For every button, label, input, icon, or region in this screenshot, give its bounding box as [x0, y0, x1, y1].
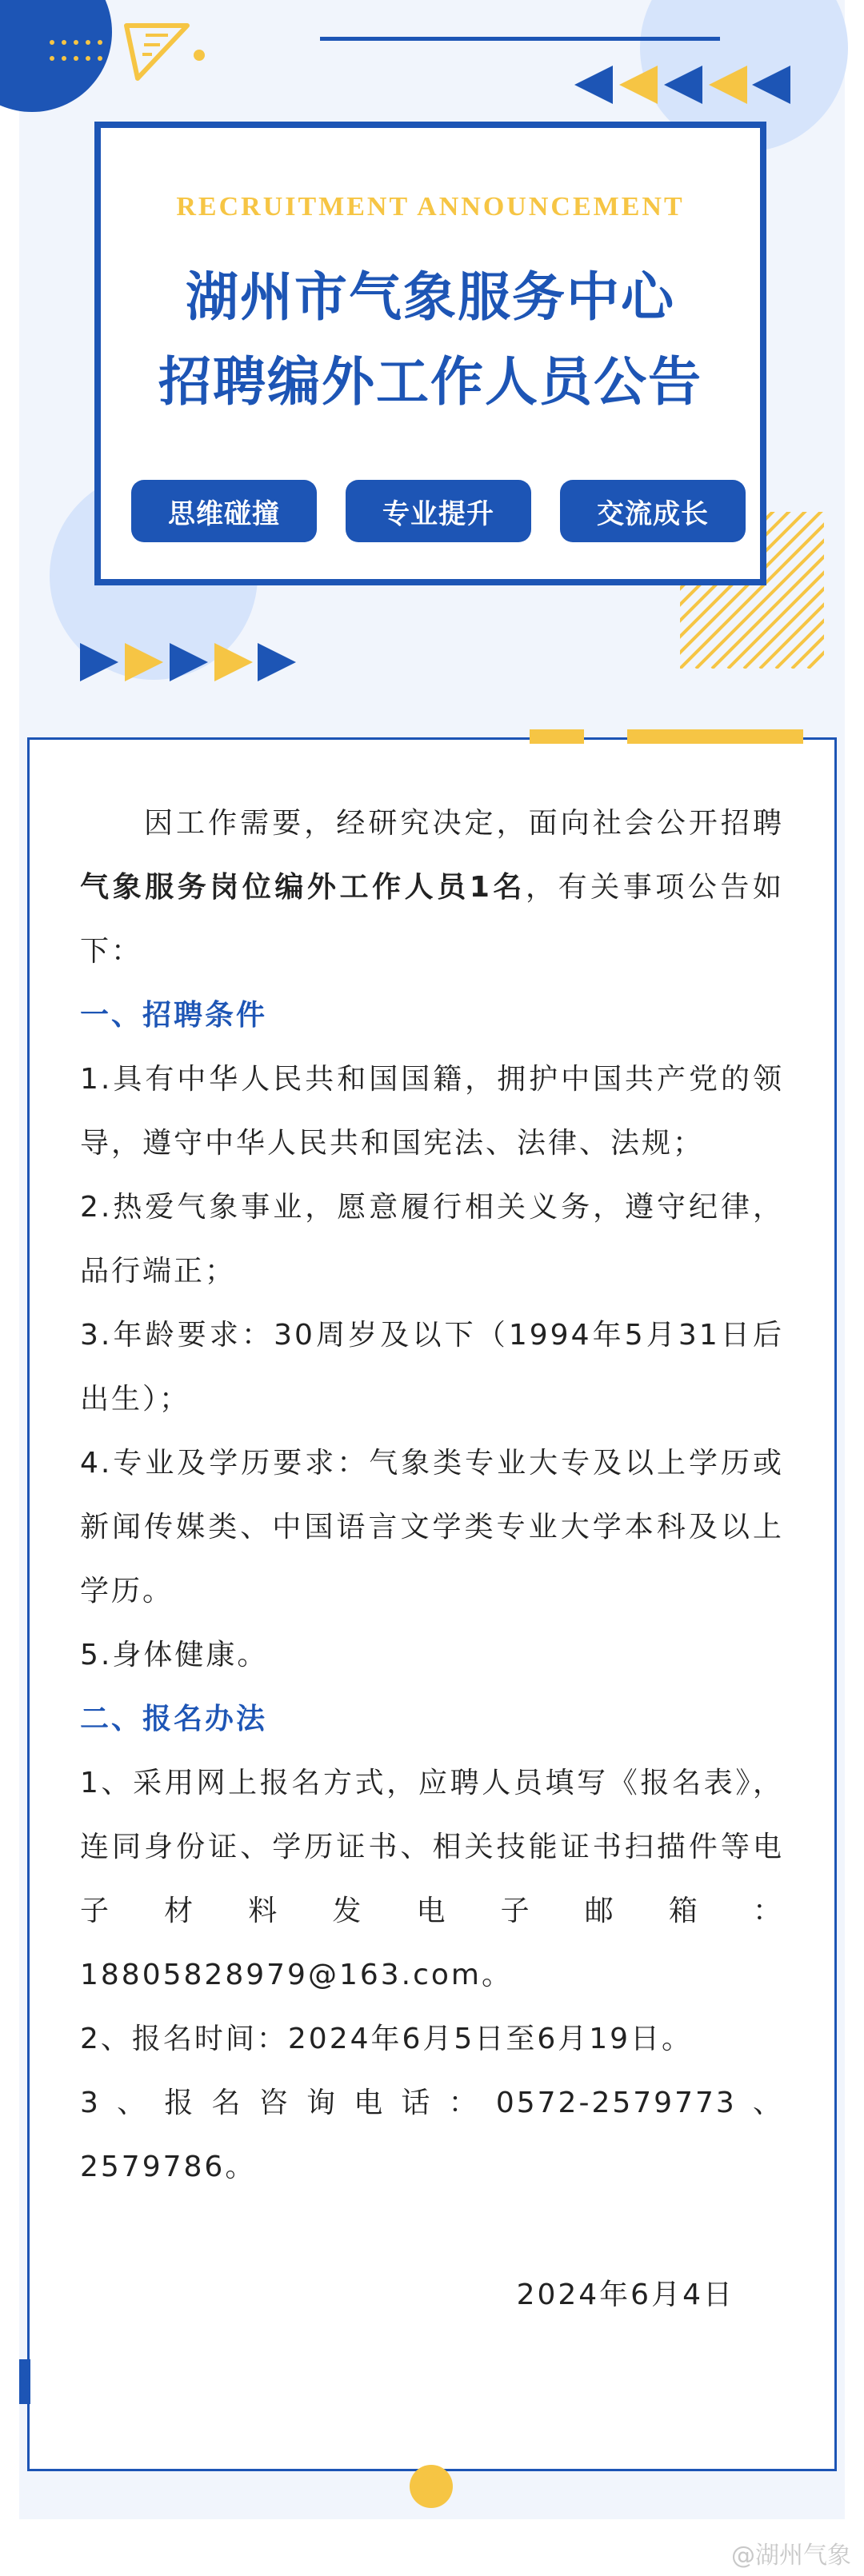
- page-title-line1: 湖州市气象服务中心: [186, 266, 675, 328]
- position-highlight: 气象服务岗位编外工作人员1名: [80, 871, 526, 904]
- section-title-conditions: 一、招聘条件: [80, 999, 268, 1032]
- decor-bar-top-2: [627, 729, 803, 744]
- header-panel: [94, 122, 766, 585]
- method-item: 2、报名时间：2024年6月5日至6月19日。: [80, 2023, 694, 2055]
- tag-brainstorm: 思维碰撞: [131, 480, 317, 542]
- subtitle-en: RECRUITMENT ANNOUNCEMENT: [176, 192, 685, 222]
- announcement-body: [80, 792, 784, 2327]
- tag-professional: 专业提升: [346, 480, 531, 542]
- decor-bar-left: [19, 2359, 30, 2404]
- method-item: 1、采用网上报名方式，应聘人员填写《报名表》，连同身份证、学历证书、相关技能证书扫描件等电子材料发电子邮箱：18805828979@163.com。: [80, 1767, 784, 1991]
- page-title-line2: 招聘编外工作人员公告: [158, 351, 702, 413]
- decor-dot-top: [194, 50, 205, 61]
- condition-item: 3.年龄要求：30周岁及以下（1994年5月31日后出生）；: [80, 1319, 784, 1416]
- announcement-date: 2024年6月4日: [516, 2278, 734, 2311]
- decor-circle-bottom: [410, 2465, 453, 2508]
- section-title-methods: 二、报名办法: [80, 1703, 268, 1735]
- decor-line-top: [320, 37, 720, 41]
- decor-bar-top-1: [530, 729, 584, 744]
- method-item: 3、报名咨询电话：0572-2579773、2579786。: [80, 2087, 784, 2183]
- tag-growth: 交流成长: [560, 480, 746, 542]
- arrows-right-icon: [80, 640, 296, 685]
- intro-paragraph: 因工作需要，经研究决定，面向社会公开招聘气象服务岗位编外工作人员1名，有关事项公告如下：: [80, 807, 784, 968]
- condition-item: 1.具有中华人民共和国国籍，拥护中国共产党的领导，遵守中华人民共和国宪法、法律、法规；: [80, 1063, 784, 1160]
- arrows-left-icon: [574, 62, 790, 107]
- condition-item: 5.身体健康。: [80, 1639, 269, 1671]
- condition-item: 2.热爱气象事业，愿意履行相关义务，遵守纪律，品行端正；: [80, 1191, 784, 1288]
- condition-item: 4.专业及学历要求：气象类专业大专及以上学历或新闻传媒类、中国语言文学类专业大学本科及以上学历。: [80, 1447, 784, 1608]
- triangle-hatch-icon: [122, 21, 194, 85]
- tag-row: [131, 480, 746, 542]
- dot-grid-icon: [48, 36, 120, 68]
- watermark: @湖州气象: [731, 2542, 851, 2570]
